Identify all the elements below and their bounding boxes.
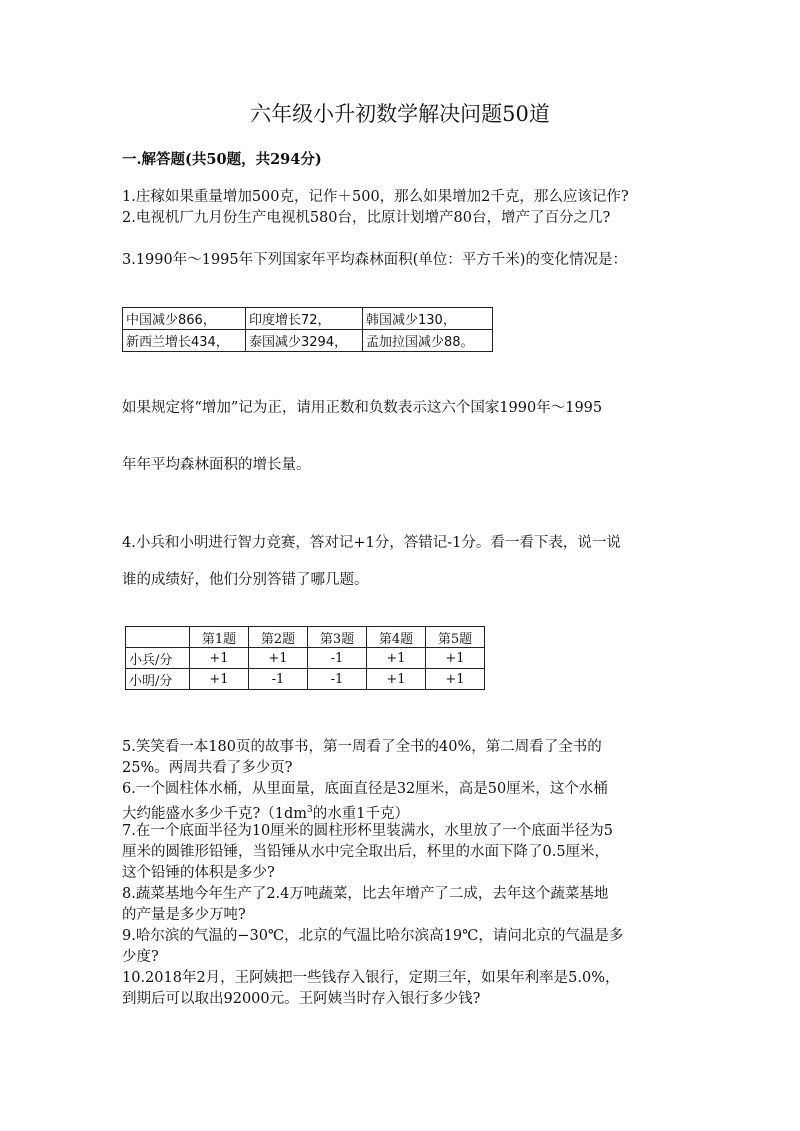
table-cell: +1 bbox=[367, 669, 426, 690]
table-cell: +1 bbox=[190, 648, 249, 669]
table-cell: +1 bbox=[367, 648, 426, 669]
table-cell: 新西兰增长434， bbox=[123, 330, 246, 352]
question-4-line-1: 4.小兵和小明进行智力竞赛，答对记+1分，答错记-1分。看一看下表，说一说 bbox=[122, 535, 621, 551]
question-2: 2.电视机厂九月份生产电视机580台，比原计划增产80台，增产了百分之几? bbox=[122, 210, 611, 226]
question-1: 1.庄稼如果重量增加500克，记作＋500，那么如果增加2千克，那么应该记作? bbox=[122, 189, 629, 205]
section-heading: 一.解答题(共50题，共294分) bbox=[122, 151, 322, 168]
question-7-line-1: 7.在一个底面半径为10厘米的圆柱形杯里装满水，水里放了一个底面半径为5 bbox=[122, 823, 614, 839]
table-header-cell: 第5题 bbox=[426, 627, 485, 648]
table-cell: +1 bbox=[426, 669, 485, 690]
table-row bbox=[123, 308, 493, 330]
table-cell: 孟加拉国减少88。 bbox=[363, 330, 493, 352]
table-cell: +1 bbox=[190, 669, 249, 690]
table-header-row bbox=[126, 627, 485, 648]
table-cell: -1 bbox=[249, 669, 308, 690]
table-row-header: 小明/分 bbox=[126, 669, 190, 690]
table-row bbox=[126, 669, 485, 690]
table-cell: +1 bbox=[249, 648, 308, 669]
cube-superscript: 3 bbox=[307, 805, 313, 815]
table-header-cell: 第3题 bbox=[308, 627, 367, 648]
question-5-line-1: 5.笑笑看一本180页的故事书，第一周看了全书的40%，第二周看了全书的 bbox=[122, 739, 602, 755]
table-cell: -1 bbox=[308, 648, 367, 669]
score-table bbox=[125, 626, 485, 690]
table-cell: 泰国减少3294， bbox=[246, 330, 363, 352]
question-6-text-b: 的水重1千克） bbox=[312, 805, 409, 822]
table-header-cell bbox=[126, 627, 190, 648]
question-3-text-line-2: 年年平均森林面积的增长量。 bbox=[122, 457, 311, 473]
table-cell: 印度增长72， bbox=[246, 308, 363, 330]
question-5-line-2: 25%。两周共看了多少页? bbox=[122, 760, 293, 776]
question-6-line-1: 6.一个圆柱体水桶，从里面量，底面直径是32厘米，高是50厘米，这个水桶 bbox=[122, 781, 608, 797]
question-6-text-a: 大约能盛水多少千克?（1dm bbox=[122, 805, 308, 822]
question-7-line-2: 厘米的圆锥形铅锤，当铅锤从水中完全取出后，杯里的水面下降了0.5厘米， bbox=[122, 844, 610, 860]
table-header-cell: 第1题 bbox=[190, 627, 249, 648]
table-row-header: 小兵/分 bbox=[126, 648, 190, 669]
question-3-text-line-1: 如果规定将“增加”记为正，请用正数和负数表示这六个国家1990年～1995 bbox=[122, 400, 603, 416]
question-10-line-2: 到期后可以取出92000元。王阿姨当时存入银行多少钱? bbox=[122, 991, 481, 1007]
table-header-cell: 第2题 bbox=[249, 627, 308, 648]
question-9-line-1: 9.哈尔滨的气温的−30℃，北京的气温比哈尔滨高19℃，请问北京的气温是多 bbox=[122, 928, 624, 944]
question-3-intro: 3.1990年～1995年下列国家年平均森林面积(单位：平方千米)的变化情况是： bbox=[122, 252, 627, 268]
page-title: 六年级小升初数学解决问题50道 bbox=[250, 102, 550, 126]
question-8-line-1: 8.蔬菜基地今年生产了2.4万吨蔬菜，比去年增产了二成，去年这个蔬菜基地 bbox=[122, 886, 609, 902]
forest-change-table bbox=[122, 307, 493, 352]
question-8-line-2: 的产量是多少万吨? bbox=[122, 907, 246, 923]
question-4-line-2: 谁的成绩好，他们分别答错了哪几题。 bbox=[122, 572, 369, 588]
question-7-line-3: 这个铅锤的体积是多少? bbox=[122, 865, 275, 881]
question-10-line-1: 10.2018年2月，王阿姨把一些钱存入银行，定期三年，如果年利率是5.0%， bbox=[122, 970, 620, 986]
table-cell: +1 bbox=[426, 648, 485, 669]
question-9-line-2: 少度? bbox=[122, 949, 159, 965]
table-cell: 韩国减少130， bbox=[363, 308, 493, 330]
table-row bbox=[126, 648, 485, 669]
table-header-cell: 第4题 bbox=[367, 627, 426, 648]
table-cell: -1 bbox=[308, 669, 367, 690]
table-cell: 中国减少866， bbox=[123, 308, 246, 330]
table-row bbox=[123, 330, 493, 352]
